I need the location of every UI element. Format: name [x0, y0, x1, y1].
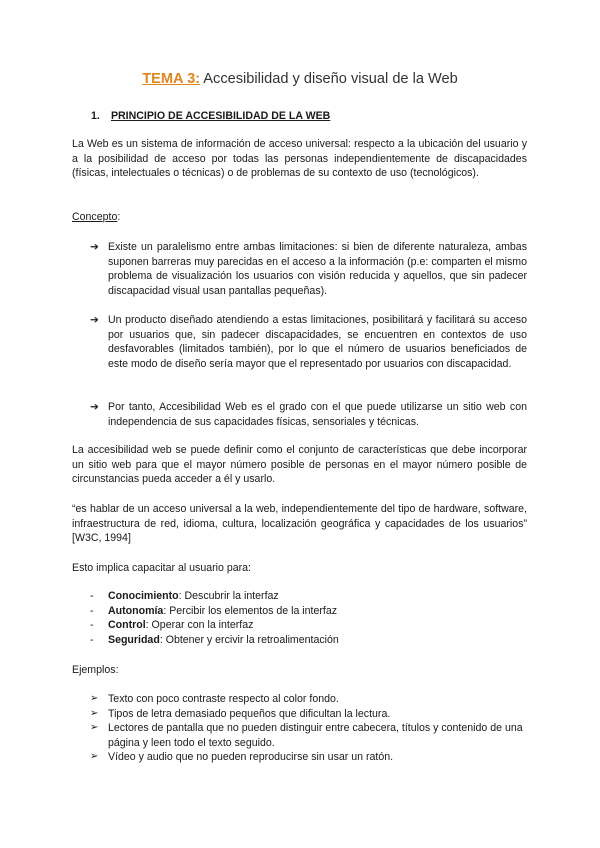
- arrow-icon: ➔: [90, 401, 99, 413]
- arrow-icon: ➔: [90, 241, 99, 253]
- capacities-list: [90, 589, 527, 647]
- page-title: [0, 70, 600, 88]
- section-heading-text: PRINCIPIO DE ACCESIBILIDAD DE LA WEB: [110, 110, 331, 122]
- arrow-icon: ➔: [90, 314, 99, 326]
- list-item: ➢ Texto con poco contraste respecto al color fondo.: [90, 693, 339, 705]
- triangle-arrow-icon: ➢: [90, 707, 99, 719]
- list-item: ➔ Existe un paralelismo entre ambas limitaciones: si bien de diferente naturaleza, ambas suponen barreras muy parecidas en el acceso a la información (p.e: comparten el mismo problema de visualización los usuarios con visión reducida y aquellos, que sin padecer discapacidad visual usan pantallas pequeñas).: [90, 241, 527, 297]
- list-item: - Conocimiento: Descubrir la interfaz: [90, 590, 279, 602]
- examples-list: [90, 692, 527, 765]
- intro-paragraph: La Web es un sistema de información de acceso universal: respecto a la ubicación del usuario y a la posibilidad de acceso por todas las personas independientemente de discapacidades (físicas, intelectuales o técnicas) o de problemas de su contexto de uso (tecnológicos).: [72, 138, 527, 180]
- quote-paragraph: “es hablar de un acceso universal a la web, independientemente del tipo de hardware, software, infraestructura de red, idioma, cultura, localización geográfica y capacidades de los usuarios” [W3C, 1994]: [72, 503, 527, 545]
- list-item: - Seguridad: Obtener y ercivir la retroalimentación: [90, 633, 339, 646]
- list-item: ➢ Tipos de letra demasiado pequeños que dificultan la lectura.: [90, 707, 391, 720]
- definition-paragraph: La accesibilidad web se puede definir como el conjunto de características que debe incorporar un sitio web para que el mayor número posible de personas en el mayor número posible de circunstancias pueda acceder a él y usarlo.: [72, 444, 527, 486]
- triangle-arrow-icon: ➢: [90, 751, 99, 763]
- title-text: Accesibilidad y diseño visual de la Web: [200, 71, 458, 87]
- title-number: TEMA 3:: [142, 71, 201, 87]
- list-item: ➢ Lectores de pantalla que no pueden distinguir entre cabecera, títulos y contenido de una página y leen todo el texto seguido.: [90, 722, 523, 749]
- section-number: 1.: [91, 110, 100, 122]
- capacitar-intro: Esto implica capacitar al usuario para:: [72, 562, 252, 574]
- triangle-arrow-icon: ➢: [90, 693, 99, 704]
- list-item: ➢ Vídeo y audio que no pueden reproducirse sin usar un ratón.: [90, 751, 394, 764]
- concept-label: Concepto:: [72, 211, 121, 223]
- examples-label: Ejemplos:: [72, 664, 119, 676]
- list-item: - Control: Operar con la interfaz: [90, 619, 254, 632]
- list-item: ➔ Un producto diseñado atendiendo a estas limitaciones, posibilitará y facilitará su acceso por usuarios que, sin padecer discapacidades, se encuentren en contextos de uso desfavorables (limitados también), por lo que el número de usuarios beneficiados de este modo de diseño sería mayor que el representado por usuarios con discapacidad.: [90, 314, 527, 370]
- list-item: - Autonomía: Percibir los elementos de la interfaz: [90, 604, 338, 617]
- section-heading: [91, 109, 330, 124]
- triangle-arrow-icon: ➢: [90, 722, 99, 734]
- list-item: ➔ Por tanto, Accesibilidad Web es el grado con el que puede utilizarse un sitio web con independencia de sus capacidades físicas, sensoriales y técnicas.: [90, 401, 527, 428]
